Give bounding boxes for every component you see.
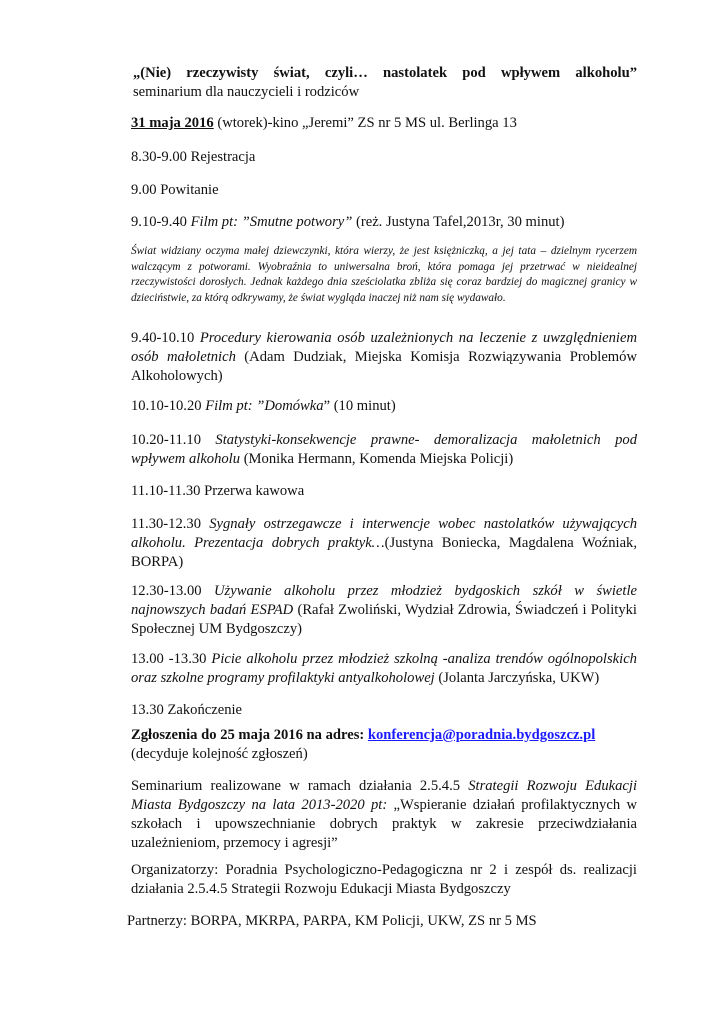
talk5-speaker: (Jolanta Jarczyńska, UKW) (434, 670, 600, 686)
program-note (131, 777, 637, 853)
registration-label: Zgłoszenia do 25 maja 2016 na adres: (131, 727, 368, 743)
event-date: 31 maja 2016 (131, 115, 214, 131)
talk3-title: Sygnały ostrzegawcze i interwencje wobec nastolatków używających alkoholu. Prezentacja dobrych praktyk… (131, 516, 638, 551)
talk3-speaker: (Justyna Boniecka, Magdalena Woźniak, BORPA) (131, 535, 637, 570)
schedule-welcome: 9.00 Powitanie (131, 182, 219, 198)
talk1-speaker: (Adam Dudziak, Miejska Komisja Rozwiązywania Problemów Alkoholowych) (131, 349, 637, 384)
talk4-speaker: (Rafał Zwoliński, Wydział Zdrowia, Świadczeń i Polityki Społecznej UM Bydgoszczy) (131, 602, 637, 637)
page-subtitle: seminarium dla nauczycieli i rodziców (133, 84, 360, 100)
program-note-prefix: Seminarium realizowane w ramach działania 2.5.4.5 (131, 778, 469, 794)
partners: Partnerzy: BORPA, MKRPA, PARPA, KM Policji, UKW, ZS nr 5 MS (127, 913, 537, 929)
talk3-time: 11.30-12.30 (131, 516, 210, 532)
talk1-title: Procedury kierowania osób uzależnionych na leczenie z uwzględnieniem osób małoletnich (131, 330, 637, 365)
registration-note: (decyduje kolejność zgłoszeń) (131, 746, 308, 762)
organizers: Organizatorzy: Poradnia Psychologiczno-Pedagogiczna nr 2 i zespół ds. realizacji działania 2.5.4.5 Strategii Rozwoju Edukacji Miasta Bydgoszczy (131, 862, 637, 897)
talk4-time: 12.30-13.00 (131, 583, 215, 599)
schedule-closing: 13.30 Zakończenie (131, 702, 243, 718)
talk2-time: 10.20-11.10 (131, 432, 216, 448)
registration-info (131, 726, 637, 764)
title-block (133, 64, 637, 102)
film1-title: Film pt: ”Smutne potwory” (190, 214, 353, 230)
schedule-talk4 (131, 582, 637, 639)
film2-title: Film pt: ”Domówka (205, 398, 324, 414)
schedule-film2 (131, 397, 637, 416)
event-place: (wtorek)-kino „Jeremi” ZS nr 5 MS ul. Berlinga 13 (213, 115, 517, 131)
schedule-talk2 (131, 431, 637, 469)
schedule-film1 (131, 213, 637, 232)
schedule-talk1 (131, 329, 637, 386)
program-note-strategy: Strategii Rozwoju Edukacji Miasta Bydgoszczy na lata 2013-2020 pt: (131, 778, 637, 813)
talk2-speaker: (Monika Hermann, Komenda Miejska Policji) (240, 451, 514, 467)
talk1-time: 9.40-10.10 (131, 330, 200, 346)
film2-credit: ” (10 minut) (323, 398, 396, 414)
schedule-break: 11.10-11.30 Przerwa kawowa (131, 483, 305, 499)
film2-time: 10.10-10.20 (131, 398, 206, 414)
film1-description: Świat widziany oczyma małej dziewczynki, która wierzy, że jest księżniczką, a jej tata – dzielnym rycerzem walczącym z potworami. Wyobraźnia to uniwersalna broń, która pomaga jej przetrwać w nieidealnej rzeczywistości dorosłych. Jednak każdego dnia sześciolatka zbliża się coraz bardziej do magicznej granicy w dzieciństwie, za którą odkrywamy, że świat wygląda inaczej niż nam się wydawało. (131, 245, 637, 304)
talk5-title: Picie alkoholu przez młodzież szkolną -analiza trendów ogólnopolskich oraz szkolne programy profilaktyki antyalkoholowej (131, 651, 637, 686)
registration-email-link[interactable]: konferencja@poradnia.bydgoszcz.pl (367, 727, 596, 743)
schedule-registration: 8.30-9.00 Rejestracja (131, 149, 256, 165)
talk5-time: 13.00 -13.30 (131, 651, 212, 667)
schedule-talk5 (131, 650, 637, 688)
film1-time: 9.10-9.40 (131, 214, 191, 230)
schedule-talk3 (131, 515, 637, 572)
page-title: „(Nie) rzeczywisty świat, czyli… nastolatek pod wpływem alkoholu” (133, 65, 637, 81)
event-date-place (131, 114, 637, 133)
talk2-title: Statystyki-konsekwencje prawne- demoralizacja małoletnich pod wpływem alkoholu (131, 432, 637, 467)
program-note-suffix: „Wspieranie działań profilaktycznych w szkołach i upowszechnianie dobrych praktyk w zakresie przeciwdziałania uzależnieniom, przemocy i agresji” (131, 797, 637, 851)
talk4-title: Używanie alkoholu przez młodzież bydgoskich szkół w świetle najnowszych badań ESPAD (131, 583, 637, 618)
film1-credit: (reż. Justyna Tafel,2013r, 30 minut) (352, 214, 565, 230)
